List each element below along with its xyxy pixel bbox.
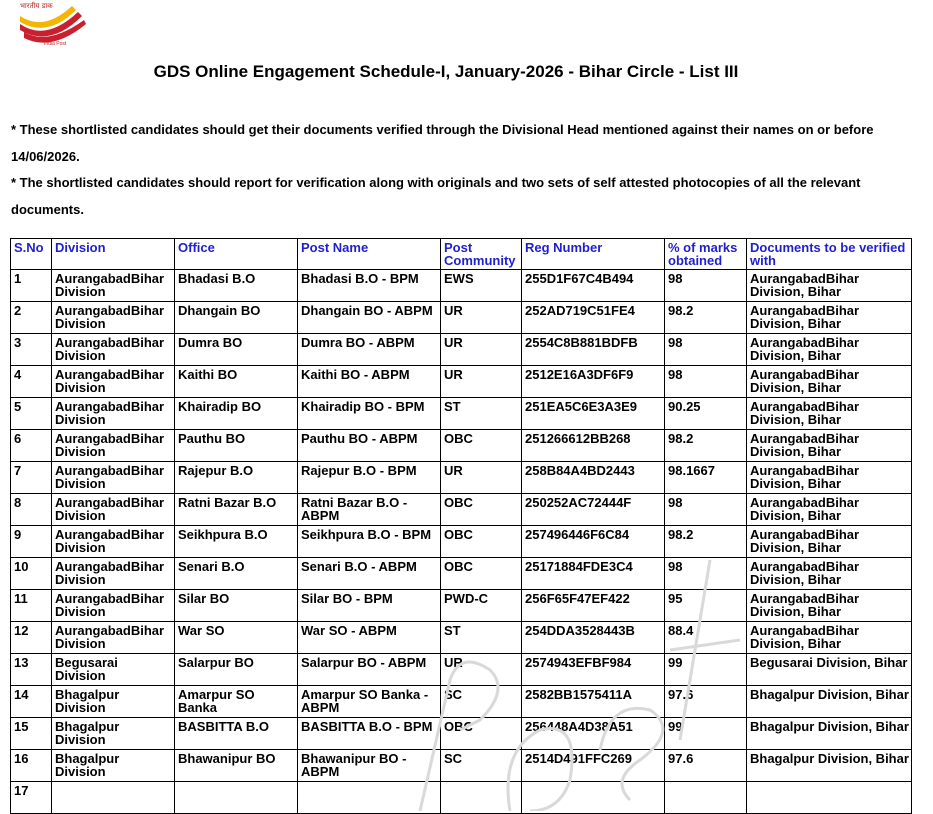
table-row xyxy=(11,718,912,750)
cell-post-community: OBC xyxy=(441,718,522,750)
cell-post-name: War SO - ABPM xyxy=(298,622,441,654)
table-row xyxy=(11,622,912,654)
header-documents: Documents to be verified with xyxy=(747,239,912,270)
cell-reg-number: 250252AC72444F xyxy=(522,494,665,526)
cell-post-community: OBC xyxy=(441,558,522,590)
cell-reg-number: 256448A4D38A51 xyxy=(522,718,665,750)
cell-marks: 98 xyxy=(665,334,747,366)
cell-post-community: UR xyxy=(441,462,522,494)
cell-sno: 5 xyxy=(11,398,52,430)
cell-office: BASBITTA B.O xyxy=(175,718,298,750)
cell-marks: 97.6 xyxy=(665,686,747,718)
cell-division: AurangabadBihar Division xyxy=(52,302,175,334)
cell-marks: 95 xyxy=(665,590,747,622)
cell-documents: AurangabadBihar Division, Bihar xyxy=(747,494,912,526)
cell-reg-number: 2574943EFBF984 xyxy=(522,654,665,686)
cell-reg-number: 256F65F47EF422 xyxy=(522,590,665,622)
cell-marks xyxy=(665,782,747,814)
cell-reg-number: 2554C8B881BDFB xyxy=(522,334,665,366)
cell-division: AurangabadBihar Division xyxy=(52,430,175,462)
cell-office: Kaithi BO xyxy=(175,366,298,398)
header-office: Office xyxy=(175,239,298,270)
cell-division: AurangabadBihar Division xyxy=(52,398,175,430)
table-body xyxy=(11,270,912,814)
cell-post-name: Seikhpura B.O - BPM xyxy=(298,526,441,558)
cell-sno: 17 xyxy=(11,782,52,814)
cell-sno: 11 xyxy=(11,590,52,622)
table-row xyxy=(11,430,912,462)
cell-sno: 16 xyxy=(11,750,52,782)
cell-marks: 97.6 xyxy=(665,750,747,782)
table-row xyxy=(11,686,912,718)
cell-post-community: ST xyxy=(441,398,522,430)
cell-office: Bhawanipur BO xyxy=(175,750,298,782)
cell-marks: 98.2 xyxy=(665,302,747,334)
cell-post-name: Kaithi BO - ABPM xyxy=(298,366,441,398)
cell-documents: AurangabadBihar Division, Bihar xyxy=(747,462,912,494)
cell-marks: 98 xyxy=(665,366,747,398)
logo-english-text: India Post xyxy=(44,41,67,47)
cell-marks: 98 xyxy=(665,494,747,526)
cell-documents: AurangabadBihar Division, Bihar xyxy=(747,526,912,558)
cell-post-community: UR xyxy=(441,334,522,366)
cell-sno: 9 xyxy=(11,526,52,558)
cell-division: AurangabadBihar Division xyxy=(52,622,175,654)
cell-division xyxy=(52,782,175,814)
cell-post-community: UR xyxy=(441,654,522,686)
cell-documents: AurangabadBihar Division, Bihar xyxy=(747,558,912,590)
table-row xyxy=(11,558,912,590)
table-row xyxy=(11,654,912,686)
cell-division: AurangabadBihar Division xyxy=(52,558,175,590)
cell-office: Dhangain BO xyxy=(175,302,298,334)
table-row xyxy=(11,494,912,526)
header-reg-number: Reg Number xyxy=(522,239,665,270)
cell-documents: AurangabadBihar Division, Bihar xyxy=(747,398,912,430)
header-post-community: Post Community xyxy=(441,239,522,270)
cell-post-name: Silar BO - BPM xyxy=(298,590,441,622)
cell-post-community: EWS xyxy=(441,270,522,302)
cell-sno: 7 xyxy=(11,462,52,494)
cell-documents: Bhagalpur Division, Bihar xyxy=(747,750,912,782)
cell-marks: 90.25 xyxy=(665,398,747,430)
cell-reg-number: 257496446F6C84 xyxy=(522,526,665,558)
cell-sno: 6 xyxy=(11,430,52,462)
cell-reg-number: 252AD719C51FE4 xyxy=(522,302,665,334)
cell-post-name: Dumra BO - ABPM xyxy=(298,334,441,366)
cell-division: AurangabadBihar Division xyxy=(52,366,175,398)
cell-sno: 14 xyxy=(11,686,52,718)
cell-marks: 98.1667 xyxy=(665,462,747,494)
cell-documents: AurangabadBihar Division, Bihar xyxy=(747,270,912,302)
cell-division: Bhagalpur Division xyxy=(52,750,175,782)
cell-documents: AurangabadBihar Division, Bihar xyxy=(747,366,912,398)
cell-division: AurangabadBihar Division xyxy=(52,526,175,558)
cell-reg-number: 254DDA3528443B xyxy=(522,622,665,654)
cell-post-community: OBC xyxy=(441,494,522,526)
cell-post-name xyxy=(298,782,441,814)
instructions xyxy=(11,117,891,223)
cell-post-name: Khairadip BO - BPM xyxy=(298,398,441,430)
cell-documents: AurangabadBihar Division, Bihar xyxy=(747,334,912,366)
table-row xyxy=(11,398,912,430)
cell-office xyxy=(175,782,298,814)
cell-sno: 2 xyxy=(11,302,52,334)
header-post-name: Post Name xyxy=(298,239,441,270)
cell-sno: 8 xyxy=(11,494,52,526)
cell-reg-number: 251266612BB268 xyxy=(522,430,665,462)
shortlist-table xyxy=(10,238,912,814)
cell-post-community xyxy=(441,782,522,814)
cell-sno: 15 xyxy=(11,718,52,750)
cell-office: Rajepur B.O xyxy=(175,462,298,494)
cell-reg-number: 258B84A4BD2443 xyxy=(522,462,665,494)
cell-documents: AurangabadBihar Division, Bihar xyxy=(747,590,912,622)
cell-marks: 99 xyxy=(665,718,747,750)
cell-office: Bhadasi B.O xyxy=(175,270,298,302)
cell-sno: 1 xyxy=(11,270,52,302)
cell-marks: 98.2 xyxy=(665,526,747,558)
page-title: GDS Online Engagement Schedule-I, January-2026 - Bihar Circle - List III xyxy=(153,62,739,81)
cell-division: Bhagalpur Division xyxy=(52,686,175,718)
header-division: Division xyxy=(52,239,175,270)
cell-office: Seikhpura B.O xyxy=(175,526,298,558)
cell-documents: AurangabadBihar Division, Bihar xyxy=(747,622,912,654)
cell-division: Begusarai Division xyxy=(52,654,175,686)
table-row xyxy=(11,302,912,334)
cell-reg-number xyxy=(522,782,665,814)
table-row xyxy=(11,590,912,622)
cell-sno: 13 xyxy=(11,654,52,686)
cell-post-name: Rajepur B.O - BPM xyxy=(298,462,441,494)
cell-post-name: Pauthu BO - ABPM xyxy=(298,430,441,462)
table-row xyxy=(11,334,912,366)
cell-office: War SO xyxy=(175,622,298,654)
cell-office: Senari B.O xyxy=(175,558,298,590)
cell-post-name: Bhawanipur BO - ABPM xyxy=(298,750,441,782)
note-verification-deadline: * These shortlisted candidates should get their documents verified through the Divisional Head mentioned against their names on or before 14/06/2026. xyxy=(11,122,874,164)
cell-documents: Begusarai Division, Bihar xyxy=(747,654,912,686)
cell-post-name: Ratni Bazar B.O - ABPM xyxy=(298,494,441,526)
cell-marks: 88.4 xyxy=(665,622,747,654)
cell-division: Bhagalpur Division xyxy=(52,718,175,750)
table-row xyxy=(11,782,912,814)
note-documents-required: * The shortlisted candidates should report for verification along with originals and two sets of self attested photocopies of all the relevant documents. xyxy=(11,175,861,217)
cell-post-name: Dhangain BO - ABPM xyxy=(298,302,441,334)
cell-documents: Bhagalpur Division, Bihar xyxy=(747,686,912,718)
cell-post-name: Amarpur SO Banka - ABPM xyxy=(298,686,441,718)
header-marks: % of marks obtained xyxy=(665,239,747,270)
cell-marks: 98.2 xyxy=(665,430,747,462)
cell-documents: Bhagalpur Division, Bihar xyxy=(747,718,912,750)
cell-office: Salarpur BO xyxy=(175,654,298,686)
cell-sno: 10 xyxy=(11,558,52,590)
cell-documents: AurangabadBihar Division, Bihar xyxy=(747,430,912,462)
cell-office: Ratni Bazar B.O xyxy=(175,494,298,526)
cell-division: AurangabadBihar Division xyxy=(52,590,175,622)
table-row xyxy=(11,366,912,398)
cell-reg-number: 2514D491FFC269 xyxy=(522,750,665,782)
cell-marks: 98 xyxy=(665,558,747,590)
cell-office: Amarpur SO Banka xyxy=(175,686,298,718)
cell-marks: 98 xyxy=(665,270,747,302)
table-row xyxy=(11,750,912,782)
cell-documents xyxy=(747,782,912,814)
cell-office: Khairadip BO xyxy=(175,398,298,430)
cell-post-community: SC xyxy=(441,750,522,782)
cell-post-name: Salarpur BO - ABPM xyxy=(298,654,441,686)
cell-office: Dumra BO xyxy=(175,334,298,366)
cell-post-community: SC xyxy=(441,686,522,718)
cell-office: Pauthu BO xyxy=(175,430,298,462)
cell-documents: AurangabadBihar Division, Bihar xyxy=(747,302,912,334)
cell-post-community: ST xyxy=(441,622,522,654)
cell-sno: 3 xyxy=(11,334,52,366)
cell-division: AurangabadBihar Division xyxy=(52,270,175,302)
logo-hindi-text: भारतीय डाक xyxy=(20,2,53,10)
cell-division: AurangabadBihar Division xyxy=(52,494,175,526)
cell-reg-number: 255D1F67C4B494 xyxy=(522,270,665,302)
cell-reg-number: 251EA5C6E3A3E9 xyxy=(522,398,665,430)
cell-post-name: BASBITTA B.O - BPM xyxy=(298,718,441,750)
cell-division: AurangabadBihar Division xyxy=(52,334,175,366)
cell-post-community: UR xyxy=(441,366,522,398)
table-row xyxy=(11,462,912,494)
table-row xyxy=(11,526,912,558)
cell-marks: 99 xyxy=(665,654,747,686)
cell-sno: 12 xyxy=(11,622,52,654)
header-sno: S.No xyxy=(11,239,52,270)
cell-post-community: PWD-C xyxy=(441,590,522,622)
cell-post-community: UR xyxy=(441,302,522,334)
cell-reg-number: 2512E16A3DF6F9 xyxy=(522,366,665,398)
cell-post-name: Senari B.O - ABPM xyxy=(298,558,441,590)
cell-post-community: OBC xyxy=(441,526,522,558)
cell-sno: 4 xyxy=(11,366,52,398)
table-row xyxy=(11,270,912,302)
cell-reg-number: 2582BB1575411A xyxy=(522,686,665,718)
cell-post-name: Bhadasi B.O - BPM xyxy=(298,270,441,302)
table-header-row xyxy=(11,239,912,270)
cell-office: Silar BO xyxy=(175,590,298,622)
cell-post-community: OBC xyxy=(441,430,522,462)
cell-reg-number: 25171884FDE3C4 xyxy=(522,558,665,590)
cell-division: AurangabadBihar Division xyxy=(52,462,175,494)
